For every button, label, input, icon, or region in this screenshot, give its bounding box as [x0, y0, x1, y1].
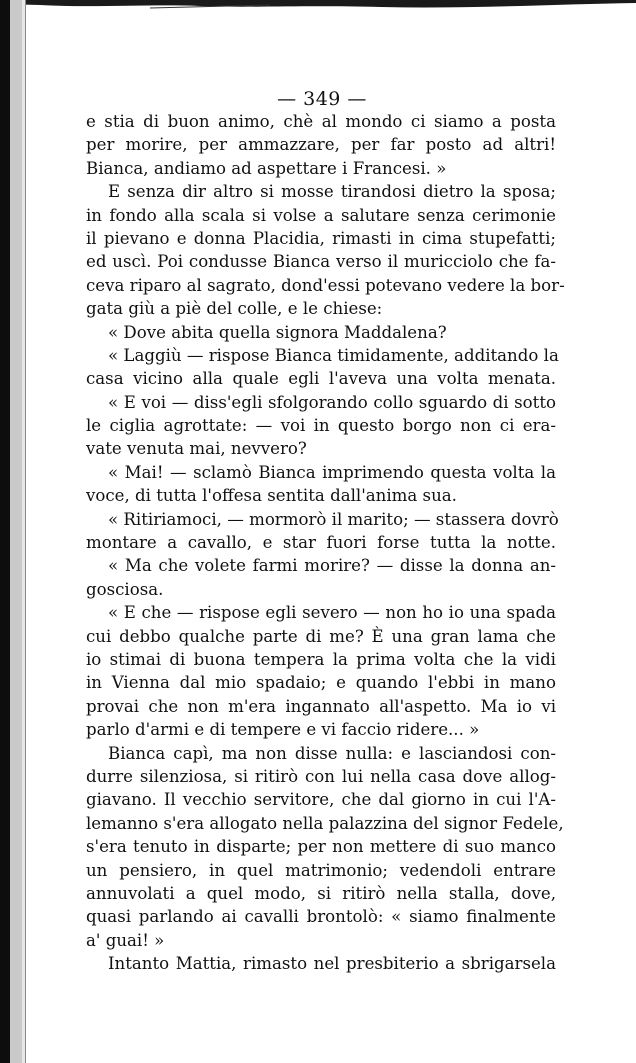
text-line: provai che non m'era ingannato all'aspetto. Ma io vi — [86, 696, 556, 716]
text-line: Bianca capì, ma non disse nulla: e lasciandosi con- — [108, 743, 556, 763]
text-line: « E che — rispose egli severo — non ho io una spada — [108, 603, 556, 623]
text-line: montare a cavallo, e star fuori forse tutta la notte. — [86, 533, 556, 553]
page-top-edge — [0, 0, 636, 10]
text-line: per morire, per ammazzare, per far posto ad altri! — [86, 135, 556, 155]
text-line: « Mai! — sclamò Bianca imprimendo questa volta la — [108, 462, 556, 482]
text-line: un pensiero, in quel matrimonio; vedendoli entrare — [86, 860, 556, 880]
text-line: Intanto Mattia, rimasto nel presbiterio a sbrigarsela — [108, 954, 556, 974]
body-text — [86, 110, 565, 975]
text-line: « Ma che volete farmi morire? — disse la donna an- — [108, 556, 556, 576]
text-line: in fondo alla scala si volse a salutare senza cerimonie — [86, 205, 556, 225]
text-line: casa vicino alla quale egli l'aveva una volta menata. — [86, 369, 556, 389]
text-line: lemanno s'era allogato nella palazzina del signor Fedele, — [86, 813, 564, 833]
text-line: « Ritiriamoci, — mormorò il marito; — stassera dovrò — [108, 509, 559, 529]
text-line: cui debbo qualche parte di me? È una gran lama che — [86, 626, 556, 646]
text-line: io stimai di buona tempera la prima volta che la vidi — [86, 649, 556, 669]
text-line: E senza dir altro si mosse tirandosi dietro la sposa; — [108, 182, 556, 202]
page-number: — 349 — — [277, 88, 367, 110]
text-line: a' guai! » — [86, 930, 165, 950]
text-line: durre silenziosa, si ritirò con lui nella casa dove allog- — [86, 766, 556, 786]
text-line: Bianca, andiamo ad aspettare i Francesi. » — [86, 158, 447, 178]
text-line: s'era tenuto in disparte; per non mettere di suo manco — [86, 837, 556, 857]
text-line: ceva riparo al sagrato, dond'essi potevano vedere la bor- — [86, 275, 565, 295]
text-line: il pievano e donna Placidia, rimasti in cima stupefatti; — [86, 228, 556, 248]
text-line: gosciosa. — [86, 579, 164, 599]
text-line: quasi parlando ai cavalli brontolò: « siamo finalmente — [86, 907, 556, 927]
text-line: ed uscì. Poi condusse Bianca verso il muricciolo che fa- — [86, 252, 556, 272]
text-line: « Dove abita quella signora Maddalena? — [108, 322, 447, 342]
text-line: le ciglia agrottate: — voi in questo borgo non ci era- — [86, 416, 556, 436]
text-line: annuvolati a quel modo, si ritirò nella stalla, dove, — [86, 883, 556, 903]
page-left-edge — [0, 0, 26, 1063]
text-line: giavano. Il vecchio servitore, che dal giorno in cui l'A- — [86, 790, 556, 810]
text-line: voce, di tutta l'offesa sentita dall'anima sua. — [86, 486, 457, 506]
text-line: in Vienna dal mio spadaio; e quando l'ebbi in mano — [86, 673, 556, 693]
text-line: parlo d'armi e di tempere e vi faccio ridere... » — [86, 720, 480, 740]
text-line: vate venuta mai, nevvero? — [86, 439, 307, 459]
text-line: « Laggiù — rispose Bianca timidamente, additando la — [108, 345, 559, 365]
text-line: gata giù a piè del colle, e le chiese: — [86, 299, 383, 319]
text-line: « E voi — diss'egli sfolgorando collo sguardo di sotto — [108, 392, 556, 412]
text-line: e stia di buon animo, chè al mondo ci siamo a posta — [86, 112, 556, 131]
